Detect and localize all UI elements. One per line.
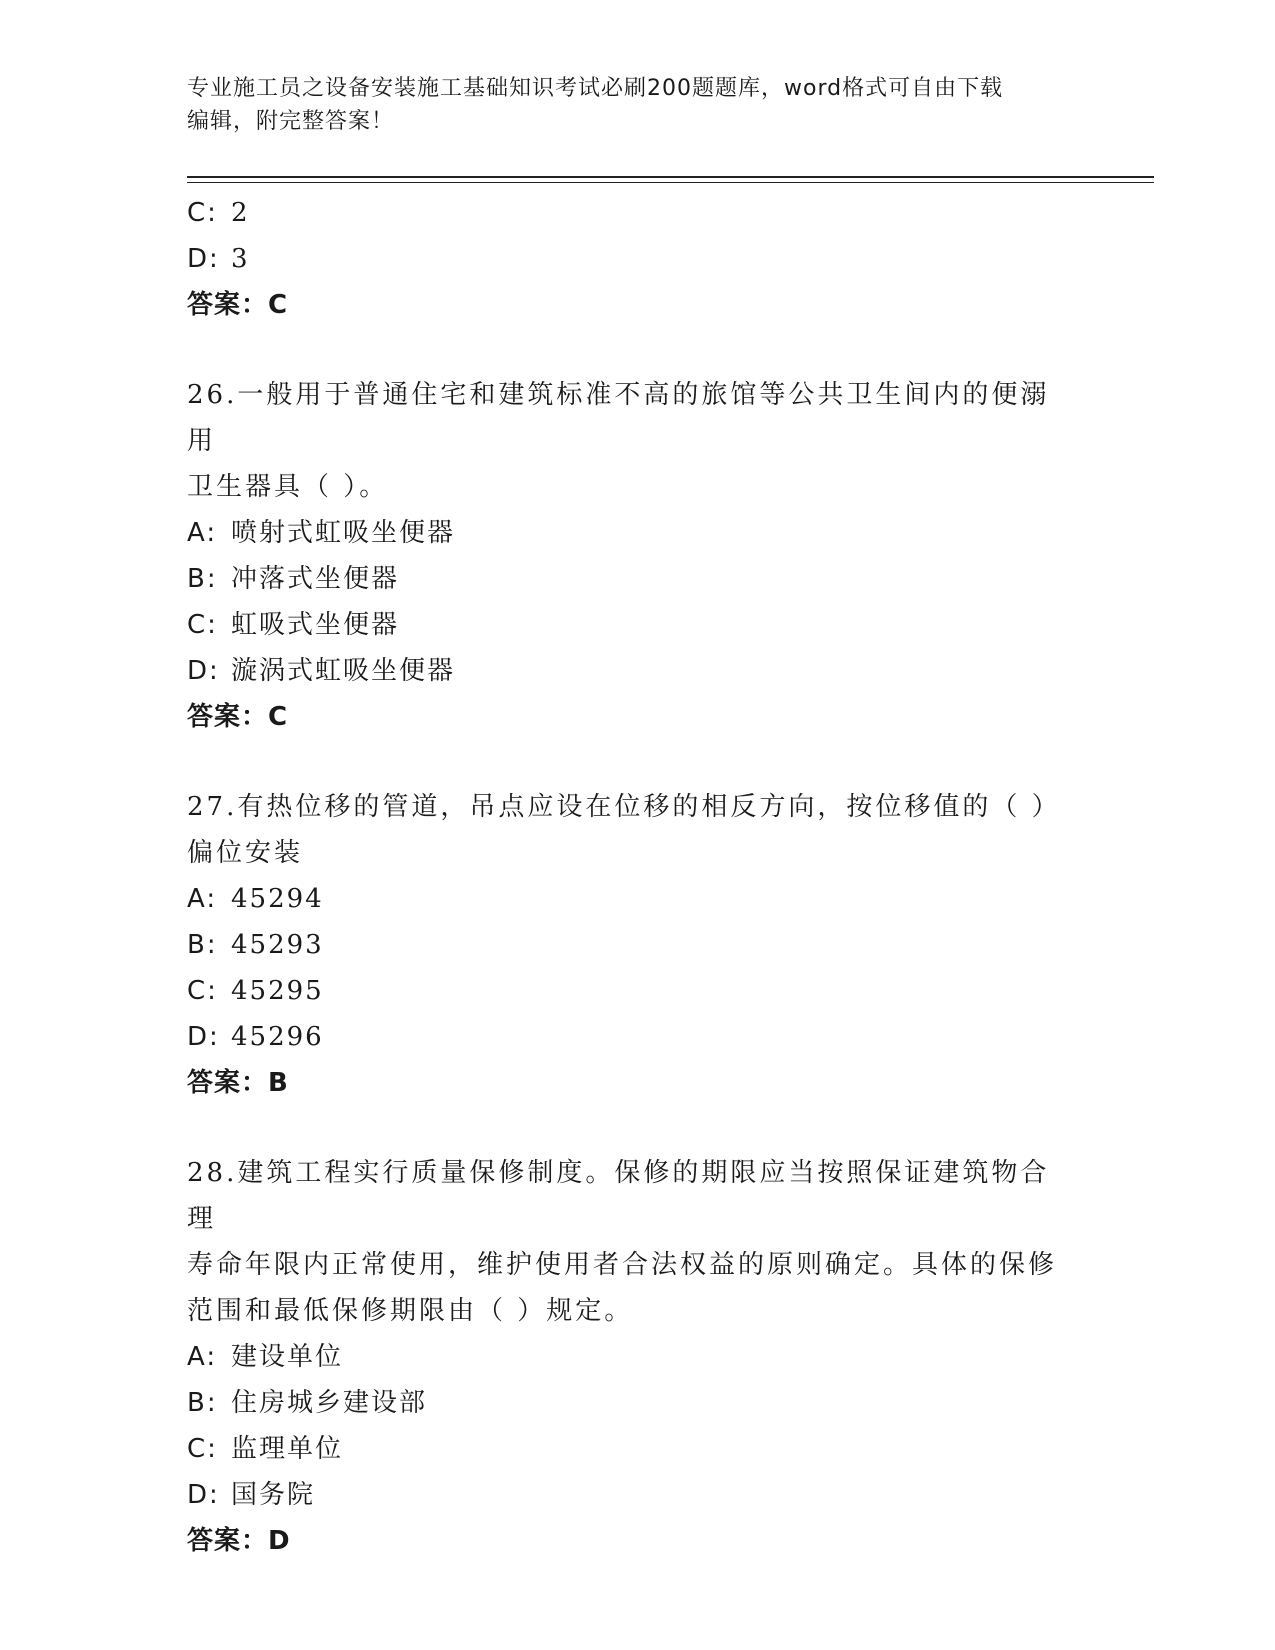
option-text: 监理单位 (231, 1434, 344, 1464)
option-key: B: (187, 564, 218, 594)
answer-line: 答案：C (187, 290, 289, 320)
option-text: 住房城乡建设部 (231, 1388, 428, 1418)
answer-line: 答案：B (187, 1068, 289, 1098)
question-list (187, 190, 1087, 1564)
option-text: 2 (231, 198, 250, 228)
option-c (187, 190, 1087, 236)
option-key: C: (187, 198, 218, 228)
option-key: C: (187, 610, 218, 640)
option-b (187, 1380, 1087, 1426)
header-rule-thick (187, 176, 1154, 178)
option-key: D: (187, 244, 220, 274)
option-b (187, 922, 1087, 968)
option-text: 虹吸式坐便器 (231, 610, 400, 640)
option-text: 喷射式虹吸坐便器 (231, 518, 456, 548)
option-d (187, 1472, 1087, 1518)
option-a (187, 1334, 1087, 1380)
question-text-line-1: 28.建筑工程实行质量保修制度。保修的期限应当按照保证建筑物合理 (187, 1158, 1050, 1234)
option-key: D: (187, 1480, 220, 1510)
answer-line: 答案：D (187, 1526, 291, 1556)
header-line-2: 编辑，附完整答案！ (187, 109, 395, 134)
option-key: B: (187, 1388, 218, 1418)
option-d (187, 648, 1087, 694)
option-a (187, 510, 1087, 556)
question-26 (187, 372, 1087, 740)
header-rule-thin (187, 182, 1154, 183)
option-d (187, 1014, 1087, 1060)
option-key: D: (187, 656, 220, 686)
option-d (187, 236, 1087, 282)
option-text: 3 (231, 244, 250, 274)
option-key: B: (187, 930, 218, 960)
option-key: A: (187, 518, 218, 548)
spacer (187, 740, 1087, 784)
option-key: C: (187, 976, 218, 1006)
answer-line: 答案：C (187, 702, 289, 732)
question-text-line-1: 27.有热位移的管道，吊点应设在位移的相反方向，按位移值的（ ） (187, 792, 1061, 822)
option-text: 45295 (231, 976, 324, 1006)
question-text (187, 1150, 1067, 1334)
option-c (187, 968, 1087, 1014)
option-text: 45293 (231, 930, 324, 960)
question-text (187, 372, 1067, 510)
spacer (187, 328, 1087, 372)
question-27 (187, 784, 1087, 1106)
question-text-line-2: 卫生器具（ ）。 (187, 472, 389, 502)
option-key: C: (187, 1434, 218, 1464)
page-header (187, 72, 1067, 138)
question-text (187, 784, 1067, 876)
option-a (187, 876, 1087, 922)
option-text: 国务院 (231, 1480, 316, 1510)
option-key: A: (187, 1342, 218, 1372)
option-text: 45294 (231, 884, 324, 914)
option-c (187, 1426, 1087, 1472)
option-text: 漩涡式虹吸坐便器 (231, 656, 456, 686)
question-25 (187, 190, 1087, 328)
option-c (187, 602, 1087, 648)
option-text: 45296 (231, 1022, 324, 1052)
header-line-1: 专业施工员之设备安装施工基础知识考试必刷200题题库，word格式可自由下载 (187, 76, 1004, 101)
question-text-line-2: 偏位安装 (187, 838, 304, 868)
question-text-line-2: 寿命年限内正常使用，维护使用者合法权益的原则确定。具体的保修 (187, 1250, 1058, 1280)
question-text-line-3: 范围和最低保修期限由（ ）规定。 (187, 1296, 634, 1326)
option-b (187, 556, 1087, 602)
option-text: 建设单位 (231, 1342, 344, 1372)
spacer (187, 1106, 1087, 1150)
question-28 (187, 1150, 1087, 1564)
option-text: 冲落式坐便器 (231, 564, 400, 594)
option-key: D: (187, 1022, 220, 1052)
option-key: A: (187, 884, 218, 914)
question-text-line-1: 26.一般用于普通住宅和建筑标准不高的旅馆等公共卫生间内的便溺用 (187, 380, 1050, 456)
